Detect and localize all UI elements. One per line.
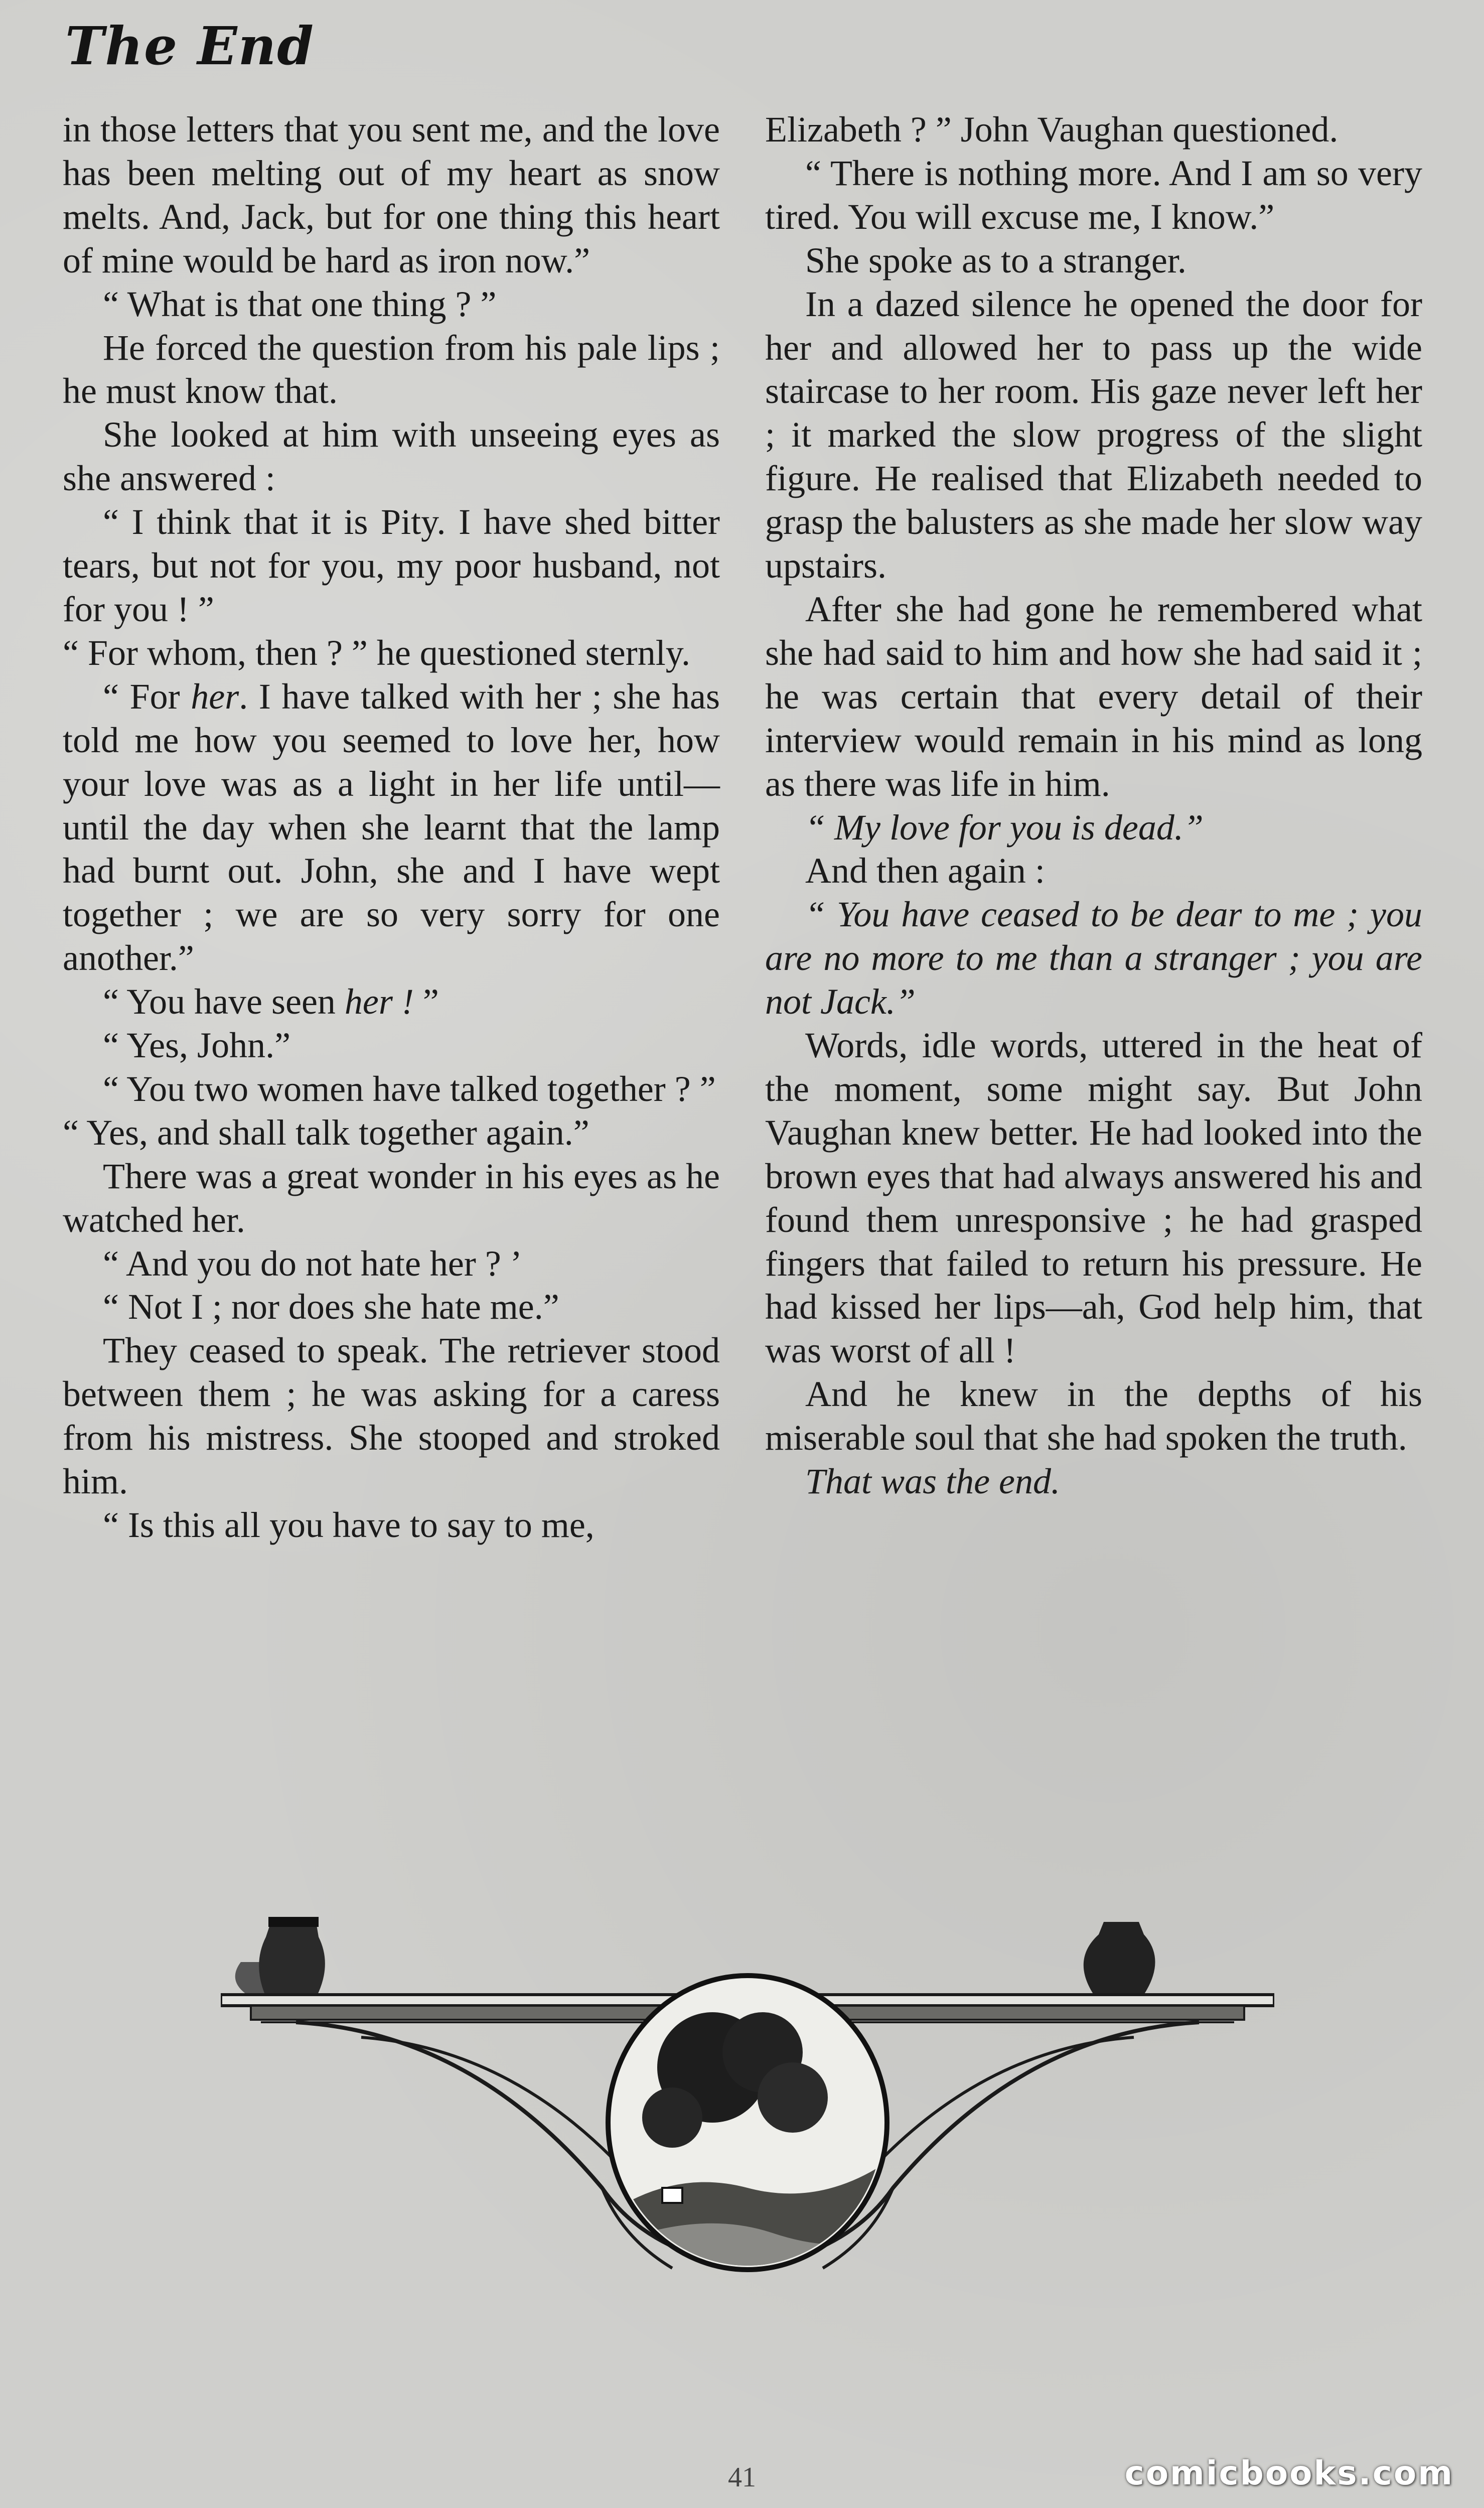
paragraph: He forced the question from his pale lips ; he must know that.: [63, 327, 720, 411]
paragraph: “ Yes, John.”: [103, 1025, 291, 1066]
paragraph: There was a great wonder in his eyes as he watched her.: [63, 1156, 720, 1240]
paragraph: And then again :: [805, 851, 1045, 891]
paragraph: [63, 980, 720, 1024]
paragraph: “ And you do not hate her ? ’: [103, 1243, 522, 1284]
paragraph: “ I think that it is Pity. I have shed bitter tears, but not for you, my poor husband, not for you ! ”: [63, 502, 720, 629]
emphasis-text: her !: [344, 982, 414, 1022]
paragraph: [63, 675, 720, 980]
text-run: ”: [413, 982, 439, 1022]
paragraph: “ You two women have talked together ? ”: [103, 1068, 716, 1109]
vase-left-icon: [235, 1917, 325, 2002]
paragraph: “ Is this all you have to say to me,: [103, 1505, 595, 1545]
paragraph: She spoke as to a stranger.: [805, 240, 1186, 281]
text-run: “ You have seen: [103, 982, 345, 1022]
paragraph: “ Not I ; nor does she hate me.”: [103, 1287, 559, 1327]
paragraph: “ My love for you is dead.”: [805, 807, 1204, 848]
text-column-right: [765, 108, 1422, 1503]
mantel-shelf-illustration: [221, 1907, 1274, 2323]
paragraph: “ Yes, and shall talk together again.”: [63, 1112, 589, 1153]
emphasis-text: her: [191, 676, 239, 717]
text-run: . I have talked with her ; she has told me how you seemed to love her, how your love was as a light in her life until—until the day when she learnt that the lamp had burnt out. John, she and I have wept together ; we are so very sorry for one another.”: [63, 676, 720, 979]
landscape-medallion: [602, 1976, 893, 2288]
paragraph: In a dazed silence he opened the door for her and allowed her to pass up the wide staircase to her room. His gaze never left her ; it marked the slow progress of the slight figure. He realised that Elizabeth needed to grasp the balusters as she made her slow way upstairs.: [765, 284, 1422, 586]
paragraph: They ceased to speak. The retriever stood between them ; he was asking for a caress from his mistress. She stooped and stroked him.: [63, 1330, 720, 1502]
page-title: The End: [65, 15, 315, 77]
text-run: “ For: [103, 676, 191, 717]
text-column-left: [63, 108, 720, 1547]
page-number: 41: [728, 2462, 756, 2493]
paragraph: That was the end.: [805, 1461, 1061, 1502]
paragraph: “ For whom, then ? ” he questioned sternly.: [63, 632, 691, 673]
watermark-logo: comicbooks.com: [1124, 2454, 1454, 2492]
paragraph: Words, idle words, uttered in the heat of the moment, some might say. But John Vaughan knew better. He had looked into the brown eyes that had always answered his and found them unresponsive ; he had grasped fingers that failed to return his pressure. He had kissed her lips—ah, God help him, that was worst of all !: [765, 1025, 1422, 1371]
paragraph: in those letters that you sent me, and the love has been melting out of my heart as snow melts. And, Jack, but for one thing this heart of mine would be hard as iron now.”: [63, 109, 720, 281]
paragraph: Elizabeth ? ” John Vaughan questioned.: [765, 109, 1339, 150]
paragraph: After she had gone he remembered what she had said to him and how she had said it ; he was certain that every detail of their interview would remain in his mind as long as there was life in him.: [765, 589, 1422, 804]
vase-right-icon: [1084, 1922, 1155, 1995]
paragraph: “ There is nothing more. And I am so very tired. You will excuse me, I know.”: [765, 153, 1422, 237]
paragraph: And he knew in the depths of his miserable soul that she had spoken the truth.: [765, 1374, 1422, 1458]
paragraph: “ You have ceased to be dear to me ; you are no more to me than a stranger ; you are not Jack.”: [765, 894, 1422, 1022]
paragraph: She looked at him with unseeing eyes as she answered :: [63, 414, 720, 499]
paragraph: “ What is that one thing ? ”: [103, 284, 497, 324]
